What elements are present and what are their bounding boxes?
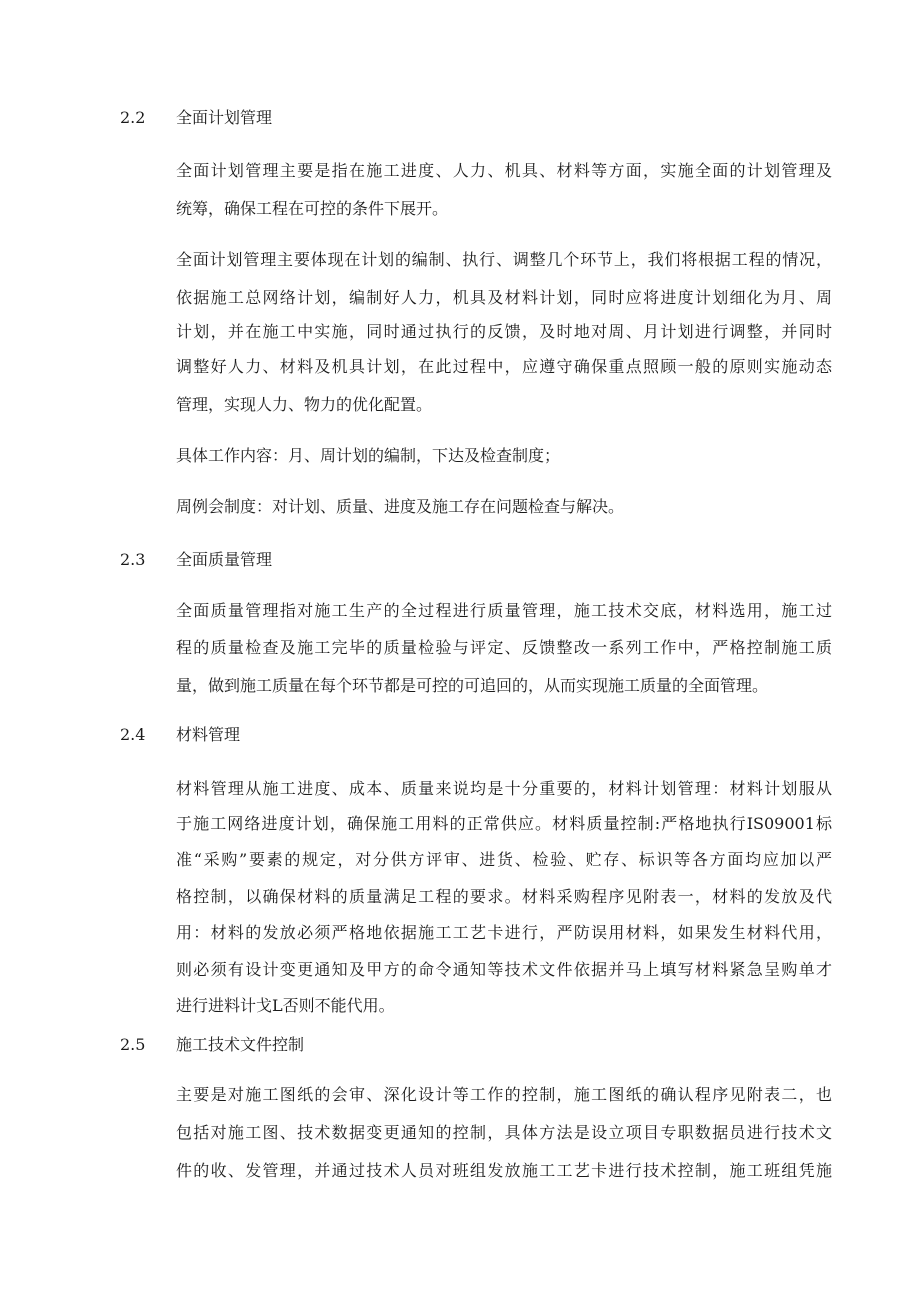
paragraph-line: 具体工作内容：月、周计划的编制，下达及检查制度； [176,446,561,465]
section-title: 全面质量管理 [176,550,273,569]
paragraph-line: 程的质量检查及施工完毕的质量检验与评定、反馈整改一系列工作中，严格控制施工质 [176,638,832,657]
paragraph-line: 件的收、发管理，并通过技术人员对班组发放施工工艺卡进行技术控制，施工班组凭施 [176,1161,832,1180]
paragraph-line: 用：材料的发放必须严格地依据施工工艺卡进行，严防误用材料，如果发生材料代用， [176,923,832,942]
paragraph-line: 全面计划管理主要是指在施工进度、人力、机具、材料等方面，实施全面的计划管理及 [176,161,832,180]
section-heading [120,725,240,745]
section-heading [120,550,272,570]
paragraph-line: 进行进料计戈L否则不能代用。 [176,996,395,1015]
section-title: 施工技术文件控制 [176,1035,305,1054]
section-number: 2.4 [120,725,146,744]
paragraph-line: 全面质量管理指对施工生产的全过程进行质量管理，施工技术交底，材料选用，施工过 [176,601,832,620]
paragraph-line: 计划，并在施工中实施，同时通过执行的反馈，及时地对周、月计划进行调整，并同时 [176,322,832,341]
section-title: 材料管理 [176,725,241,744]
section-title: 全面计划管理 [176,108,273,127]
section-heading [120,1035,304,1055]
paragraph-line: 格控制，以确保材料的质量满足工程的要求。材料采购程序见附表一，材料的发放及代 [176,887,832,906]
paragraph-line: 全面计划管理主要体现在计划的编制、执行、调整几个环节上，我们将根据工程的情况， [176,250,832,269]
paragraph-line: 材料管理从施工进度、成本、质量来说均是十分重要的，材料计划管理：材料计划服从 [176,779,832,798]
paragraph-line: 则必须有设计变更通知及甲方的命令通知等技术文件依据并马上填写材料紧急呈购单才 [176,960,832,979]
paragraph-line: 管理，实现人力、物力的优化配置。 [176,395,433,414]
paragraph-line: 量，做到施工质量在每个环节都是可控的可追回的，从而实现施工质量的全面管理。 [176,676,769,695]
paragraph-line: 周例会制度：对计划、质量、进度及施工存在问题检查与解决。 [176,497,625,516]
section-number: 2.5 [120,1035,146,1054]
paragraph-line: 准“采购”要素的规定，对分供方评审、进货、检验、贮存、标识等各方面均应加以严 [176,850,832,869]
paragraph-line: 于施工网络进度计划，确保施工用料的正常供应。材料质量控制:严格地执行IS09001标 [176,814,832,833]
paragraph-line: 统筹，确保工程在可控的条件下展开。 [176,199,449,218]
paragraph-line: 包括对施工图、技术数据变更通知的控制，具体方法是设立项目专职数据员进行技术文 [176,1123,832,1142]
paragraph-line: 主要是对施工图纸的会审、深化设计等工作的控制，施工图纸的确认程序见附表二，也 [176,1085,832,1104]
paragraph-line: 依据施工总网络计划，编制好人力，机具及材料计划，同时应将进度计划细化为月、周 [176,288,832,307]
section-heading [120,108,272,128]
paragraph-line: 调整好人力、材料及机具计划，在此过程中，应遵守确保重点照顾一般的原则实施动态 [176,357,832,376]
section-number: 2.2 [120,108,146,127]
section-number: 2.3 [120,550,146,569]
